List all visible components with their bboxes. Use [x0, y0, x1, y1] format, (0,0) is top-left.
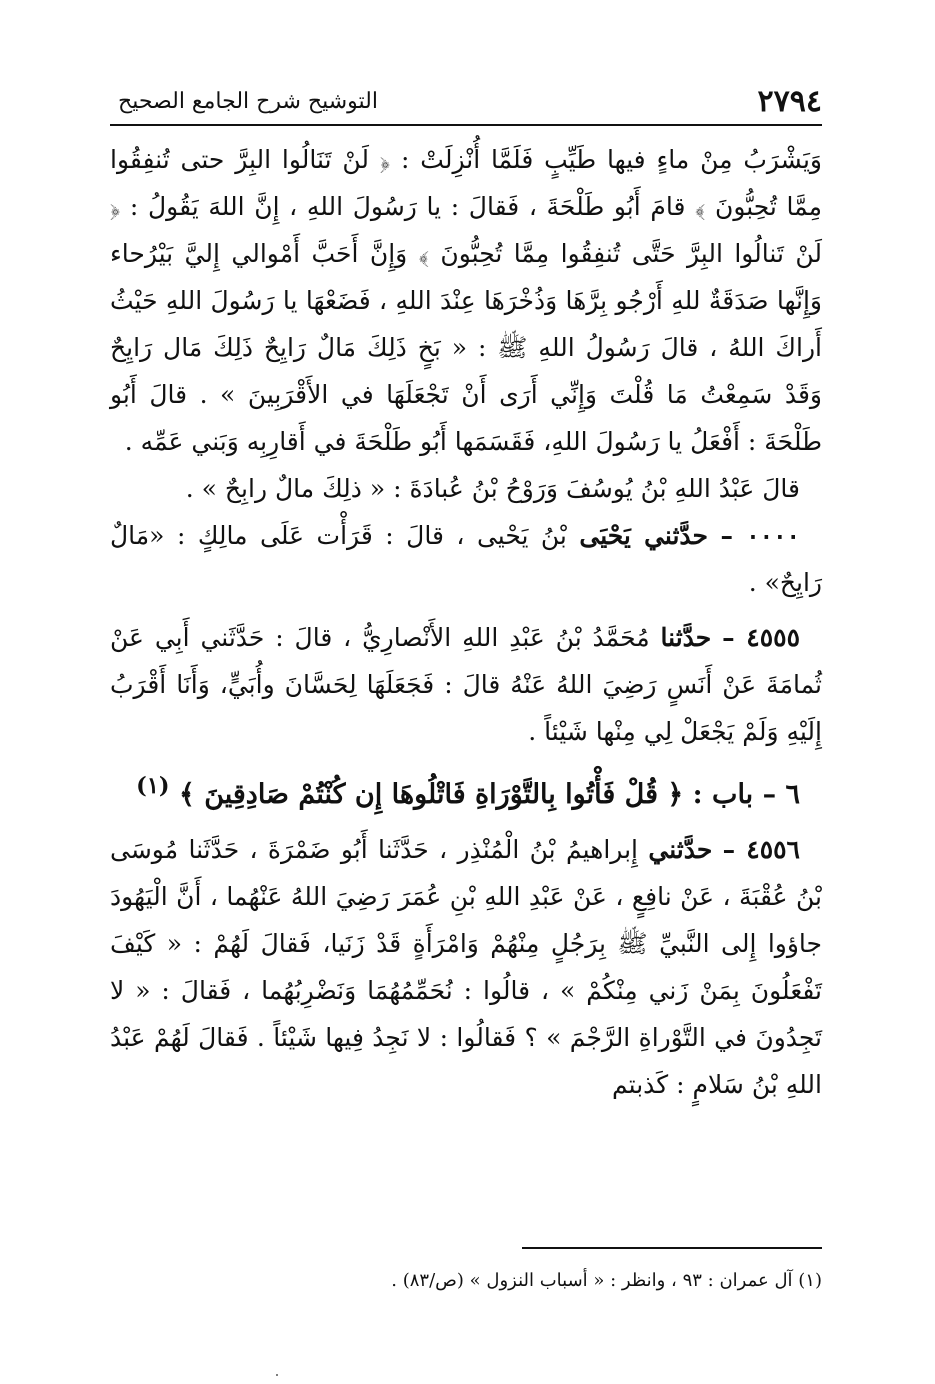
book-title: التوشيح شرح الجامع الصحيح — [118, 89, 378, 114]
scan-speck — [276, 1374, 278, 1376]
chapter-heading — [110, 763, 822, 818]
main-text — [110, 136, 822, 1108]
hadith-number: ٤٥٥٥ – — [722, 623, 800, 652]
hadith-paragraph — [110, 512, 822, 606]
narration-note: قالَ عَبْدُ اللهِ بْنُ يُوسُفَ وَرَوْحُ بْنُ عُبادَةَ : « ذلِكَ مالٌ رابِحٌ » . — [185, 474, 800, 503]
narration-lead: حدَّثنا — [660, 623, 712, 652]
hadith-text: مُحَمَّدُ بْنُ عَبْدِ اللهِ الأَنْصارِيُّ ، قالَ : حَدَّثَني أَبِي عَنْ ثُمامَةَ عَنْ أَنَسٍ رَضِيَ اللهُ عَنْهُ قالَ : فَجَعَلَهَا لِحَسَّانَ وأُبَيٍّ، وَأَنَا أَقْرَبُ إِلَيْهِ وَلَمْ يَجْعَلْ لِي مِنْها شَيْئاً . — [110, 623, 822, 746]
hadith-text: بْنُ يَحْيى ، قالَ : قَرَأْت عَلَى مالِكٍ : «مَالٌ رَايِحٌ» . — [110, 521, 822, 597]
chapter-title: ٦ – باب : ﴿ قُلْ فَأْتُوا بِالتَّوْرَاةِ فَاتْلُوهَا إِن كُنْتُمْ صَادِقِينَ ﴾ — [178, 779, 800, 810]
hadith-text: إِبراهيمُ بْنُ الْمُنْذِر ، حَدَّثَنا أَبُو ضَمْرَةَ ، حَدَّثَنا مُوسَى بْنُ عُقْبَةَ ، عَنْ نافِعٍ ، عَنْ عَبْدِ اللهِ بْنِ عُمَرَ رَضِيَ اللهُ عَنْهُما ، أَنَّ الْيَهُودَ جاؤوا إِلى النَّبيِّ ﷺ بِرَجُلٍ مِنْهُمْ وَامْرَأَةٍ قَدْ زَنَيا، فَقالَ لَهُمْ : « كَيْفَ تَفْعَلُونَ بِمَنْ زَني مِنْكُمْ » ، قالُوا : نُحَمِّمُهُمَا وَنَضْرِبُهُما ، فَقالَ : « لا تَجِدُونَ في التَّوْراةِ الرَّجْمَ » ؟ فَقالُوا : لا نَجِدُ فِيها شَيْئاً . فَقالَ لَهُمْ عَبْدُ اللهِ بْنُ سَلامٍ : كَذبتم — [110, 835, 822, 1099]
header-divider — [110, 124, 822, 126]
page-number: ٢٧٩٤ — [757, 84, 822, 119]
hadith-paragraph: وَيَشْرَبُ مِنْ ماءٍ فيها طَيِّبٍ فَلَمَّا أُنْزِلَتْ : ﴿ لَنْ تَنَالُوا البِرَّ حتى تُنفِقُوا مِمَّا تُحِبُّونَ ﴾ قامَ أَبُو طَلْحَةَ ، فَقالَ : يا رَسُولَ اللهِ ، إِنَّ اللهَ يَقُولُ : ﴿ لَنْ تَنالُوا البِرَّ حَتَّى تُنفِقُوا مِمَّا تُحِبُّونَ ﴾ وَإِنَّ أَحَبَّ أَمْوالي إِليَّ بَيْرُحاء وَإِنَّها صَدَقَةٌ للهِ أَرْجُو بِرَّهَا وَذُخْرَهَا عِنْدَ اللهِ ، فَضَعْهَا يا رَسُولَ اللهِ حَيْثُ أَراكَ اللهُ ، قالَ رَسُولُ اللهِ ﷺ : « بَخٍ ذَلِكَ مَالٌ رَايِحٌ ذَلِكَ مَال رَايِحٌ وَقَدْ سَمِعْتُ مَا قُلْتَ وَإِنِّي أَرَى أَنْ تَجْعَلَهَا في الأَقْرَبِينَ » . قالَ أَبُو طَلْحَةَ : أَفْعَلُ يا رَسُولَ اللهِ، فَقَسَمَها أَبُو طَلْحَةَ في أَقارِبِه وَبَني عَمِّه . — [110, 145, 822, 456]
running-header — [110, 82, 822, 122]
narration-lead: حدَّثني — [648, 835, 713, 864]
hadith-number: ٤٥٥٦ – — [722, 835, 800, 864]
narration-lead: حدَّثني يَحْيَى — [579, 521, 709, 550]
footnote-reference: (١) — [136, 773, 170, 799]
hadith-paragraph — [110, 614, 822, 755]
footnote-divider — [522, 1247, 822, 1249]
hadith-number: ٠٠٠٠ – — [720, 521, 800, 550]
footnote: (١) آل عمران : ٩٣ ، وانظر : « أسباب النزول » (ص/٨٣) . — [391, 1270, 822, 1291]
hadith-paragraph — [110, 826, 822, 1108]
